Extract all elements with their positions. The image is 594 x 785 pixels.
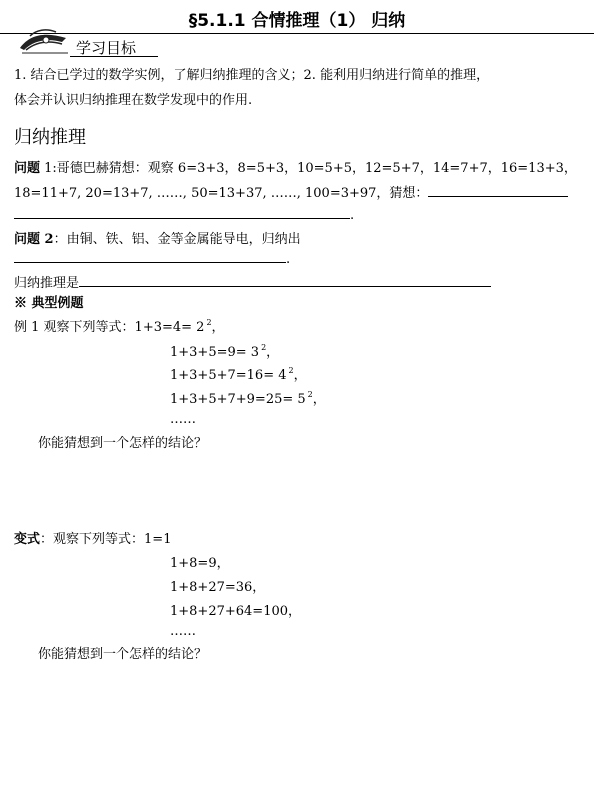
page-title: §5.1.1 合情推理（1） 归纳 bbox=[188, 11, 406, 31]
problem-2-answer-blank[interactable] bbox=[14, 250, 286, 263]
variant-eq-1: 1=1 bbox=[144, 532, 172, 547]
example-1-ellipsis: …… bbox=[170, 412, 196, 427]
example-1-line-3 bbox=[170, 364, 307, 383]
book-logo-icon bbox=[16, 26, 70, 56]
problem-1-text: 1:哥德巴赫猜想：观察 6=3+3，8=5+3，10=5+5，12=5+7，14=7+7，16=13+3， bbox=[40, 161, 577, 176]
objectives-line-1: 1. 结合已学过的数学实例，了解归纳推理的含义；2. 能利用归纳进行简单的推理， bbox=[14, 68, 490, 83]
title-rule bbox=[0, 33, 594, 34]
problem-1-line-2 bbox=[14, 182, 568, 201]
example-1-tail-4: ， bbox=[312, 392, 326, 407]
objectives-heading: 学习目标 bbox=[76, 39, 137, 57]
problem-2-label: 问题 2 bbox=[14, 232, 54, 247]
example-1-line-2 bbox=[170, 341, 279, 360]
example-1-exp-4: 2 bbox=[307, 390, 313, 399]
problem-2-text: ：由铜、铁、铝、金等金属能导电，归纳出 bbox=[53, 232, 301, 247]
example-1-exp-2: 2 bbox=[261, 343, 267, 352]
example-1-line-4 bbox=[170, 388, 326, 407]
variant-line-0 bbox=[14, 528, 171, 547]
objectives-line-2: 体会并认识归纳推理在数学发现中的作用. bbox=[14, 93, 253, 108]
example-1-line-0 bbox=[14, 316, 225, 335]
variant-text: ：观察下列等式： bbox=[40, 532, 145, 547]
problem-1-line-3 bbox=[14, 206, 354, 223]
example-1-label: 例 1 观察下列等式： bbox=[14, 320, 135, 335]
example-1-exp-1: 2 bbox=[206, 318, 212, 327]
example-1-eq-2: 1+3+5=9= 3 bbox=[170, 345, 260, 360]
definition-line bbox=[14, 272, 491, 291]
examples-heading: ※ 典型例题 bbox=[14, 296, 84, 311]
variant-eq-4: 1+8+27+64=100， bbox=[170, 604, 302, 619]
problem-1-text-2: 18=11+7, 20=13+7, ……, 50=13+37, ……, 100=3+97，猜想： bbox=[14, 186, 429, 201]
variant-ellipsis: …… bbox=[170, 624, 196, 639]
problem-1-answer-blank[interactable] bbox=[428, 184, 568, 197]
example-1-eq-1: 1+3=4= 2 bbox=[134, 320, 205, 335]
problem-1-label: 问题 bbox=[14, 161, 41, 176]
problem-2-line-1 bbox=[14, 228, 301, 247]
example-1-tail-2: ， bbox=[266, 345, 280, 360]
problem-2-line-2 bbox=[14, 250, 290, 267]
variant-label: 变式 bbox=[14, 532, 41, 547]
section-title: 归纳推理 bbox=[14, 127, 86, 148]
example-1-tail-1: ， bbox=[211, 320, 225, 335]
definition-answer-blank[interactable] bbox=[79, 274, 491, 287]
example-1-question: 你能猜想到一个怎样的结论？ bbox=[38, 436, 208, 451]
problem-1-end: . bbox=[350, 208, 355, 223]
problem-2-end: . bbox=[286, 252, 291, 267]
definition-label: 归纳推理是 bbox=[14, 276, 80, 291]
example-1-tail-3: ， bbox=[293, 368, 307, 383]
objectives-underline bbox=[70, 56, 158, 57]
variant-eq-2: 1+8=9， bbox=[170, 556, 230, 571]
problem-1-answer-blank-2[interactable] bbox=[14, 206, 350, 219]
example-1-eq-3: 1+3+5+7=16= 4 bbox=[170, 368, 287, 383]
problem-1-line-1 bbox=[14, 157, 577, 176]
variant-eq-3: 1+8+27=36， bbox=[170, 580, 266, 595]
example-1-exp-3: 2 bbox=[288, 366, 294, 375]
variant-question: 你能猜想到一个怎样的结论？ bbox=[38, 647, 208, 662]
example-1-eq-4: 1+3+5+7+9=25= 5 bbox=[170, 392, 306, 407]
